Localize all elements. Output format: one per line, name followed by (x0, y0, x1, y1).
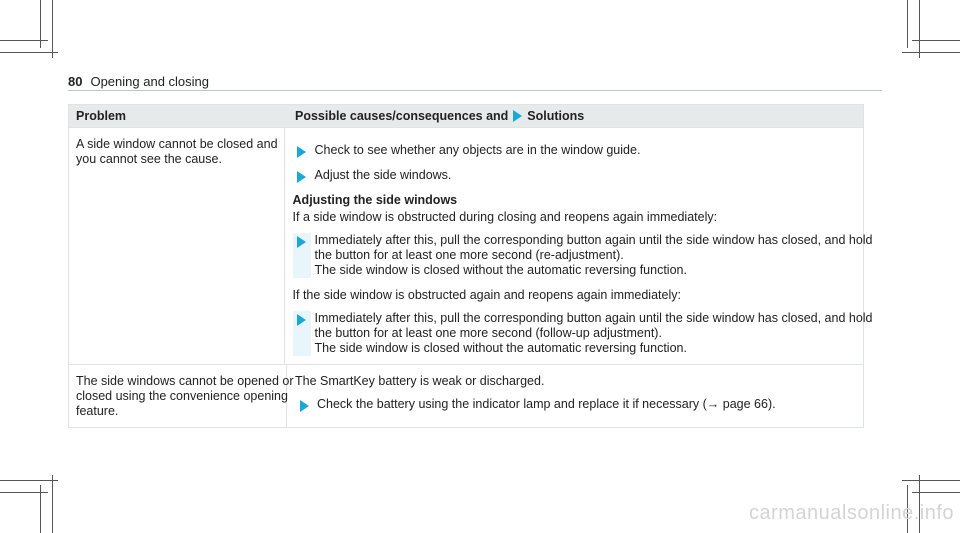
crop-mark (907, 0, 908, 48)
step-text: Adjust the side windows. (314, 168, 452, 182)
step-text (311, 233, 873, 278)
page-number: 80 (68, 74, 83, 89)
crop-mark (0, 52, 58, 53)
step-item (293, 311, 873, 356)
column-header-solutions (287, 105, 863, 127)
step-item (293, 168, 873, 183)
cause-text: The SmartKey battery is weak or discharged. (295, 374, 545, 388)
problem-cell (69, 128, 285, 364)
problem-cell (69, 365, 294, 427)
solution-cell (287, 365, 863, 427)
arrow-right-icon (300, 400, 309, 412)
header-divider (68, 90, 882, 91)
step-text (311, 311, 873, 356)
step-line: The side window is closed without the automatic reversing function. (314, 341, 687, 355)
arrow-right-icon (297, 236, 306, 248)
solution-cell (285, 128, 881, 364)
problem-line: A side window cannot be closed and (76, 137, 278, 151)
step-item (293, 143, 873, 158)
crop-mark (902, 52, 960, 53)
step-text: Check to see whether any objects are in the window guide. (314, 143, 641, 157)
arrow-right-icon (297, 146, 306, 158)
step-line: The side window is closed without the automatic reversing function. (314, 263, 687, 277)
watermark: carmanualsonline.info (748, 502, 954, 524)
crop-mark (912, 40, 960, 41)
section-title: Opening and closing (90, 74, 209, 89)
step-text: Check the battery using the indicator lamp and replace it if necessary (→ page 66). (317, 397, 776, 411)
crop-mark (52, 0, 53, 58)
problem-line: you cannot see the cause. (76, 152, 222, 166)
page-header (68, 74, 209, 89)
arrow-right-icon (513, 110, 522, 122)
step-item (293, 233, 873, 278)
paragraph: If the side window is obstructed again and reopens again immediately: (292, 288, 681, 302)
crop-mark (919, 0, 920, 58)
step-line: the button for at least one more second (re-adjustment). (314, 248, 624, 262)
table-header (69, 105, 863, 127)
crop-mark (52, 475, 53, 533)
arrow-right-icon (297, 171, 306, 183)
step-line: the button for at least one more second (follow-up adjustment). (314, 326, 662, 340)
column-header-problem: Problem (76, 109, 127, 123)
column-header-solutions-label: Possible causes/consequences and (295, 109, 509, 123)
problem-line: feature. (76, 404, 119, 418)
arrow-right-icon (297, 314, 306, 326)
problem-line: closed using the convenience opening (76, 389, 288, 403)
crop-mark (0, 480, 58, 481)
troubleshooting-table (68, 104, 873, 428)
step-line: Immediately after this, pull the corresponding button again until the side window has closed, and hold (314, 311, 873, 325)
subheading: Adjusting the side windows (292, 193, 458, 207)
table-row (69, 364, 863, 427)
column-header-solutions-suffix: Solutions (527, 109, 585, 123)
paragraph: If a side window is obstructed during closing and reopens again immediately: (292, 210, 718, 224)
crop-mark (0, 492, 48, 493)
crop-mark (912, 492, 960, 493)
crop-mark (902, 480, 960, 481)
crop-mark (0, 40, 48, 41)
problem-line: The side windows cannot be opened or (76, 374, 294, 388)
step-item (295, 397, 855, 412)
step-line: Immediately after this, pull the corresponding button again until the side window has closed, and hold (314, 233, 873, 247)
table-row (69, 127, 873, 364)
